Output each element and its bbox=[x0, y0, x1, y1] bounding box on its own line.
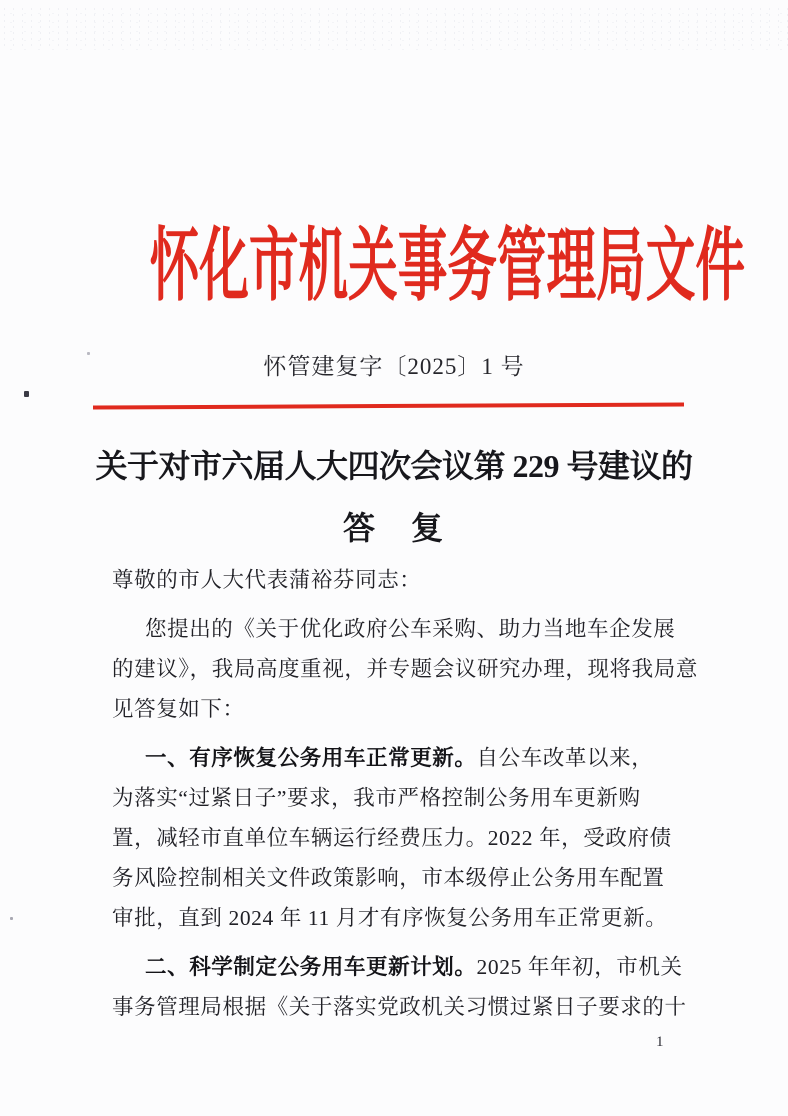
red-divider-rule bbox=[93, 402, 684, 409]
text-run: 您提出的《关于优化政府公车采购、助力当地车企发展 bbox=[145, 617, 676, 641]
document-title-line2: 答 复 bbox=[342, 510, 445, 546]
text-run: 审批，直到 2024 年 11 月才有序恢复公务用车正常更新。 bbox=[112, 906, 668, 930]
body-line bbox=[112, 947, 694, 987]
body-line bbox=[112, 898, 694, 938]
scan-noise-band bbox=[0, 6, 788, 50]
document-number: 怀管建复字〔2025〕1 号 bbox=[263, 354, 525, 379]
bold-text-run: 二、科学制定公务用车更新计划。 bbox=[145, 955, 477, 979]
text-run: 为落实“过紧日子”要求，我市严格控制公务用车更新购 bbox=[112, 786, 641, 810]
text-run: 尊敬的市人大代表蒲裕芬同志： bbox=[112, 568, 422, 592]
body-line bbox=[112, 649, 698, 689]
text-run: 自公车改革以来， bbox=[476, 746, 654, 770]
body-line bbox=[112, 738, 694, 778]
text-run: 务风险控制相关文件政策影响，市本级停止公务用车配置 bbox=[112, 866, 665, 890]
scan-artifact bbox=[10, 917, 13, 920]
body-line bbox=[112, 689, 694, 729]
body-line bbox=[112, 560, 694, 600]
body-line bbox=[112, 818, 694, 858]
text-run: 事务管理局根据《关于落实党政机关习惯过紧日子要求的十 bbox=[112, 995, 687, 1019]
body-line bbox=[112, 609, 694, 649]
bold-text-run: 一、有序恢复公务用车正常更新。 bbox=[145, 746, 477, 770]
page-number: 1 bbox=[656, 1034, 664, 1050]
document-title-line1: 关于对市六届人大四次会议第 229 号建议的 bbox=[95, 448, 693, 484]
document-body bbox=[112, 560, 698, 1027]
text-run: 的建议》，我局高度重视，并专题会议研究办理，现将我局意 bbox=[112, 657, 698, 681]
scan-artifact bbox=[24, 391, 29, 397]
body-line bbox=[112, 858, 694, 898]
body-line bbox=[112, 778, 694, 818]
text-run: 2025 年年初，市机关 bbox=[476, 955, 683, 979]
text-run: 见答复如下： bbox=[112, 697, 245, 721]
text-run: 置，减轻市直单位车辆运行经费压力。2022 年，受政府债 bbox=[112, 826, 672, 850]
letterhead-org-title: 怀化市机关事务管理局文件 bbox=[149, 223, 745, 311]
body-line bbox=[112, 987, 694, 1027]
